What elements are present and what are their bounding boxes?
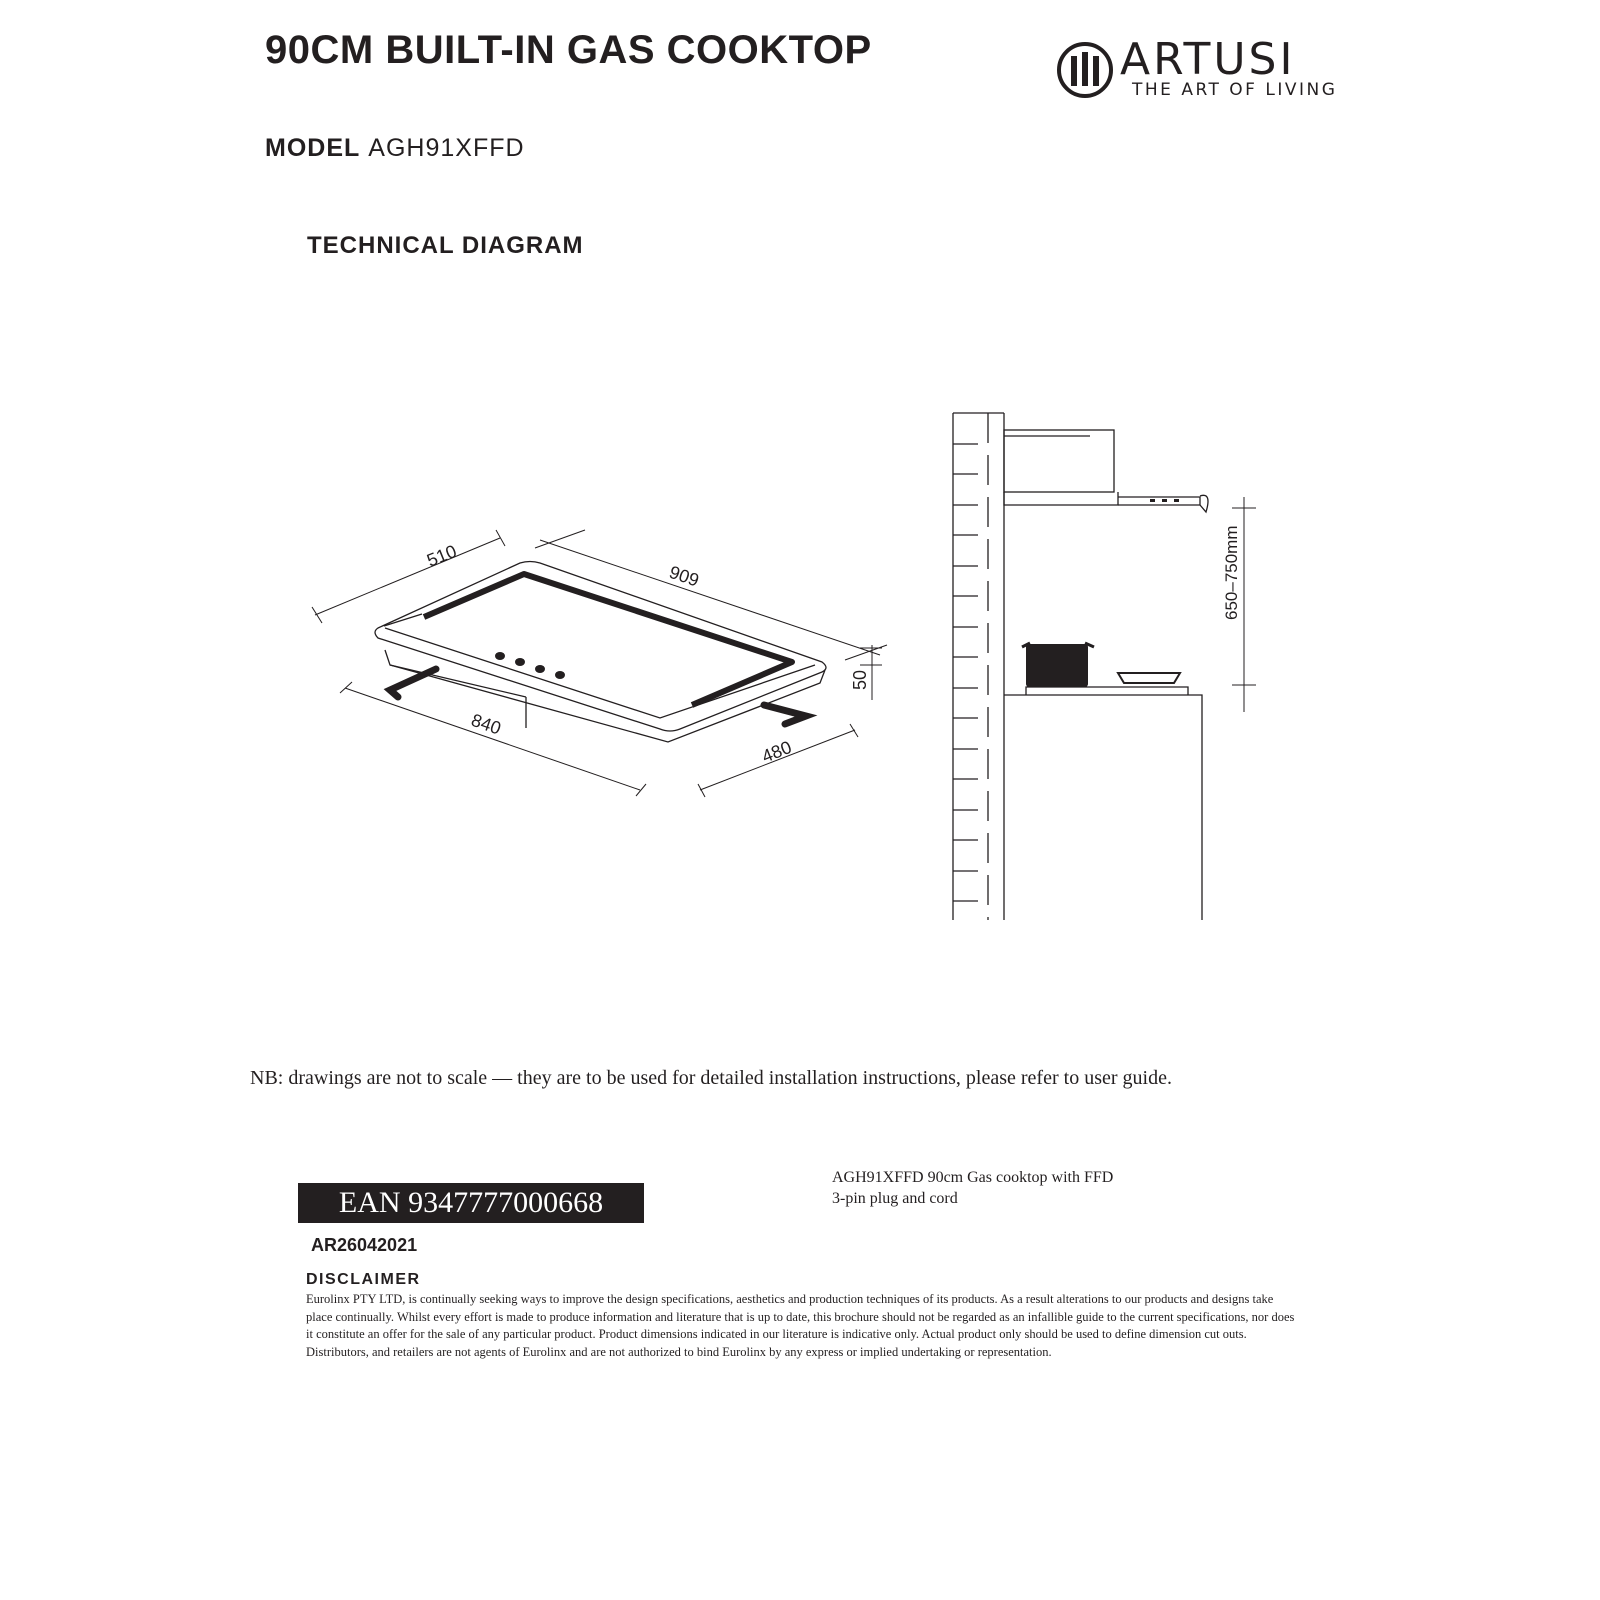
model-value: AGH91XFFD (368, 134, 525, 162)
dim-depth: 510 (424, 540, 460, 571)
product-desc-line-2: 3-pin plug and cord (832, 1190, 958, 1207)
page-title: 90CM BUILT-IN GAS COOKTOP (265, 28, 872, 72)
brand-tagline: THE ART OF LIVING (1132, 80, 1338, 100)
wall-elevation (953, 413, 1004, 920)
disclaimer-body: Eurolinx PTY LTD, is continually seeking ways to improve the design specifications, aesthetics and production techniques of its products. As a result alterations to our products and designs take place continually. Whilst every effort is made to produce information and literature that is up to date, this brochure should not be regarded as an infallible guide to the current specifications, nor does it constitute an offer for the sale of any particular product. Product dimensions indicated in our literature is indicative only. Actual product only should be used to define dimension cut outs. Distributors, and retailers are not agents of Eurolinx and are not authorized to bind Eurolinx by any express or implied undertaking or representation. (306, 1292, 1295, 1359)
brand-name: ARTUSI (1120, 34, 1296, 85)
model-label: MODEL (265, 134, 361, 162)
wall-bricks (953, 444, 978, 901)
dim-cutout-depth: 480 (759, 736, 795, 767)
ean-barcode-label: EAN 9347777000668 (298, 1183, 644, 1223)
product-description (832, 1167, 1113, 1209)
dim-cutout-width: 840 (468, 709, 504, 739)
bench (1004, 687, 1202, 920)
pan-icon (1118, 673, 1180, 683)
document-code: AR26042021 (311, 1235, 418, 1255)
product-desc-line-1: AGH91XFFD 90cm Gas cooktop with FFD (832, 1169, 1114, 1186)
section-title: TECHNICAL DIAGRAM (307, 232, 584, 259)
dim-height: 50 (850, 669, 870, 690)
dim-width: 909 (666, 561, 702, 591)
dim-hood-height: 650–750mm (1222, 525, 1241, 620)
disclaimer-heading: DISCLAIMER (306, 1271, 421, 1288)
pot-icon (1022, 643, 1094, 687)
drawing-note: NB: drawings are not to scale — they are to be used for detailed installation instructions, please refer to user guide. (250, 1067, 1172, 1089)
